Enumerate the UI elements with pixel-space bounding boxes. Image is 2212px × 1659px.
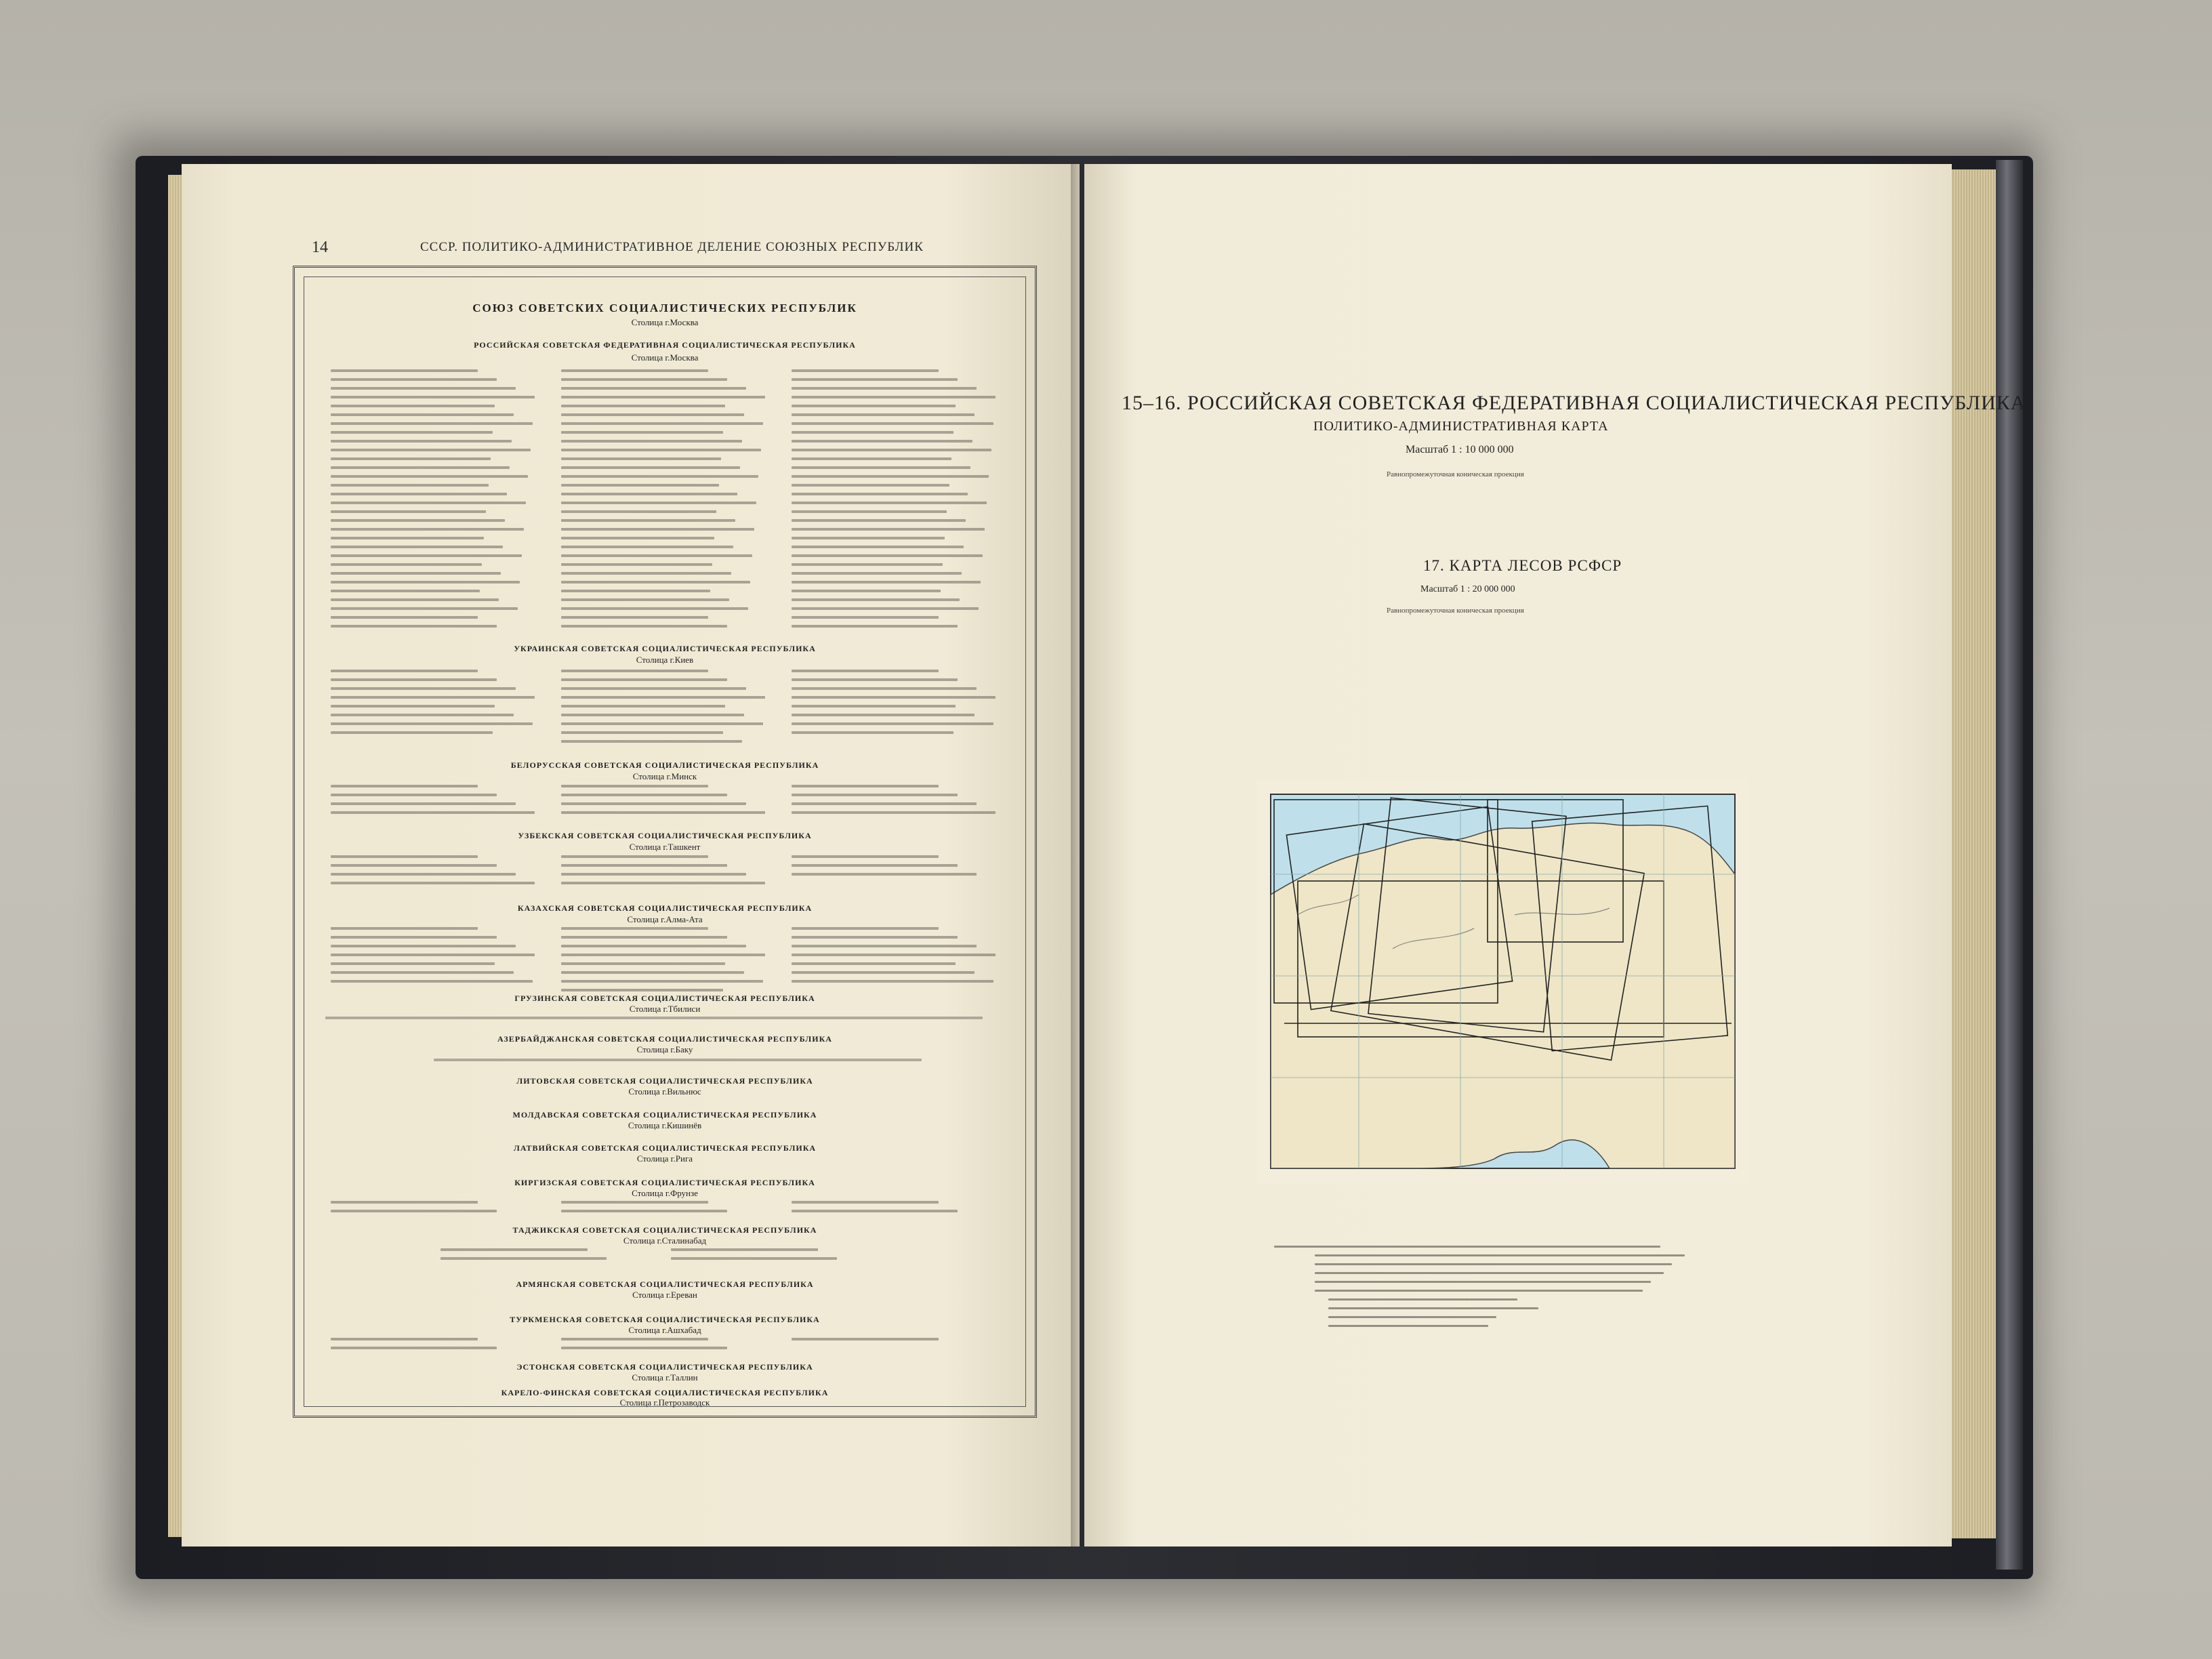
region-list-line: [792, 873, 977, 876]
region-list-line: [561, 785, 708, 787]
region-list-line: [561, 378, 727, 381]
region-list-line: [331, 466, 510, 469]
region-list-line: [792, 457, 951, 460]
region-list-line: [792, 722, 994, 725]
region-list-line: [792, 431, 954, 434]
region-list-line: [331, 431, 493, 434]
republic-capital: Столица г.Ереван: [632, 1290, 697, 1300]
region-list-line: [792, 554, 983, 557]
region-list-line: [792, 696, 996, 699]
republic-heading: ТАДЖИКСКАЯ СОВЕТСКАЯ СОЦИАЛИСТИЧЕСКАЯ РЕСПУБЛИКА: [512, 1225, 817, 1235]
region-list-line: [792, 449, 991, 451]
region-list-line: [792, 980, 994, 983]
region-list-line: [792, 971, 975, 974]
region-list-line: [331, 369, 478, 372]
region-list-line: [561, 936, 727, 939]
region-list-line: [331, 607, 518, 610]
region-list-line: [331, 811, 535, 814]
region-list-line: [331, 537, 484, 539]
region-list-line: [331, 625, 497, 628]
region-list-line: [561, 873, 746, 876]
region-list-line: [792, 475, 989, 478]
region-list-line: [561, 457, 721, 460]
region-list-line: [561, 484, 719, 487]
region-list-line: [561, 927, 708, 930]
republic-capital: Столица г.Москва: [631, 352, 699, 363]
region-list-line: [561, 519, 735, 522]
region-list-line: [561, 705, 725, 708]
region-list-line: [792, 387, 977, 390]
region-list-line: [331, 396, 535, 398]
region-list-line: [331, 802, 516, 805]
region-list-azerbaijan: [434, 1059, 922, 1067]
region-list-line: [331, 1210, 497, 1212]
republic-heading: ТУРКМЕНСКАЯ СОВЕТСКАЯ СОЦИАЛИСТИЧЕСКАЯ РЕСПУБЛИКА: [510, 1315, 820, 1324]
region-list-line: [561, 882, 765, 884]
region-list-line: [792, 705, 956, 708]
region-list-line: [561, 413, 744, 416]
region-list-kirghiz: [331, 1201, 1002, 1218]
region-list-line: [792, 687, 977, 690]
region-list-line: [331, 590, 480, 592]
region-list-line: [671, 1248, 818, 1251]
region-list-line: [331, 1347, 497, 1349]
cover-edge: [1996, 160, 2023, 1570]
region-list-line: [561, 369, 708, 372]
region-list-line: [561, 466, 740, 469]
region-list-line: [561, 722, 763, 725]
region-list-line: [792, 510, 947, 513]
region-list-line: [561, 449, 761, 451]
republic-heading: КИРГИЗСКАЯ СОВЕТСКАЯ СОЦИАЛИСТИЧЕСКАЯ РЕСПУБЛИКА: [514, 1178, 815, 1187]
republic-heading: АЗЕРБАЙДЖАНСКАЯ СОВЕТСКАЯ СОЦИАЛИСТИЧЕСКАЯ РЕСПУБЛИКА: [497, 1034, 832, 1044]
map-notes: [1274, 1246, 1694, 1334]
region-list-line: [792, 405, 956, 407]
region-list-line: [561, 989, 723, 991]
region-list-line: [561, 687, 746, 690]
region-list-line: [331, 422, 533, 425]
region-list-line: [331, 945, 516, 947]
forest-map-title: 17. КАРТА ЛЕСОВ РСФСР: [1423, 557, 1622, 574]
republic-capital: Столица г.Баку: [636, 1044, 693, 1054]
region-list-line: [331, 714, 514, 716]
region-list-line: [331, 378, 497, 381]
map-landmass: [1271, 823, 1735, 1168]
region-list-line: [331, 501, 526, 504]
region-list-line: [331, 457, 491, 460]
region-list-line: [331, 882, 535, 884]
region-list-line: [331, 980, 533, 983]
region-list-line: [792, 864, 958, 867]
region-list-line: [671, 1257, 837, 1260]
union-title: СОЮЗ СОВЕТСКИХ СОЦИАЛИСТИЧЕСКИХ РЕСПУБЛИК: [472, 302, 857, 314]
region-list-line: [331, 519, 505, 522]
region-list-line: [331, 785, 478, 787]
region-list-line: [792, 962, 956, 965]
republic-heading: УКРАИНСКАЯ СОВЕТСКАЯ СОЦИАЛИСТИЧЕСКАЯ РЕСПУБЛИКА: [514, 644, 816, 653]
region-list-line: [561, 422, 763, 425]
region-list-georgia: [325, 1017, 1010, 1025]
region-list-line: [792, 378, 958, 381]
region-list-line: [331, 563, 482, 566]
republic-heading: ЛИТОВСКАЯ СОВЕТСКАЯ СОЦИАЛИСТИЧЕСКАЯ РЕСПУБЛИКА: [516, 1076, 813, 1086]
region-list-line: [331, 449, 531, 451]
region-list-line: [792, 440, 972, 443]
region-list-line: [792, 945, 977, 947]
region-list-line: [561, 670, 708, 672]
region-list-line: [792, 954, 996, 956]
forest-map-projection: Равнопромежуточная коническая проекция: [1387, 607, 1524, 615]
region-list-line: [331, 493, 507, 495]
region-list-line: [561, 802, 746, 805]
region-list-line: [561, 971, 744, 974]
region-list-line: [561, 572, 731, 575]
region-list-line: [331, 598, 499, 601]
region-list-line: [792, 590, 941, 592]
region-list-line: [331, 855, 478, 858]
map-title: 15–16. РОССИЙСКАЯ СОВЕТСКАЯ ФЕДЕРАТИВНАЯ СОЦИАЛИСТИЧЕСКАЯ РЕСПУБЛИКА: [1122, 392, 2026, 414]
right-page-edges: [1948, 169, 1996, 1538]
region-list-line: [561, 740, 742, 743]
region-list-line: [331, 554, 522, 557]
region-list-line: [561, 501, 756, 504]
region-list-rsfsr: [331, 369, 1002, 634]
region-list-line: [331, 616, 478, 619]
region-list-line: [331, 510, 486, 513]
region-list-line: [792, 563, 943, 566]
map-projection: Равнопромежуточная коническая проекция: [1387, 470, 1524, 478]
region-list-line: [792, 678, 958, 681]
region-list-line: [331, 705, 495, 708]
region-list-line: [561, 387, 746, 390]
region-list-line: [792, 466, 970, 469]
region-list-line: [792, 802, 977, 805]
republic-capital: Столица г.Алма-Ата: [627, 914, 703, 924]
region-list-line: [331, 1201, 478, 1204]
region-list-line: [792, 572, 962, 575]
region-list-line: [331, 387, 516, 390]
republic-heading: БЕЛОРУССКАЯ СОВЕТСКАЯ СОЦИАЛИСТИЧЕСКАЯ РЕСПУБЛИКА: [510, 760, 819, 770]
region-list-line: [331, 670, 478, 672]
region-list-line: [331, 475, 528, 478]
region-list-line: [561, 616, 708, 619]
region-list-line: [792, 811, 996, 814]
republic-heading: ЛАТВИЙСКАЯ СОВЕТСКАЯ СОЦИАЛИСТИЧЕСКАЯ РЕСПУБЛИКА: [513, 1143, 817, 1153]
region-list-line: [792, 369, 939, 372]
region-list-line: [792, 714, 975, 716]
region-list-line: [561, 528, 754, 531]
region-list-line: [792, 598, 960, 601]
region-list-line: [561, 475, 758, 478]
region-list-line: [331, 581, 520, 583]
region-list-line: [561, 945, 746, 947]
region-list-line: [331, 528, 524, 531]
region-list-kazakh: [331, 927, 1002, 998]
republic-capital: Столица г.Минск: [632, 771, 697, 781]
republic-capital: Столица г.Фрунзе: [632, 1188, 698, 1198]
republic-capital: Столица г.Ташкент: [629, 842, 701, 852]
region-list-line: [561, 864, 727, 867]
region-list-line: [331, 696, 535, 699]
map-subtitle: ПОЛИТИКО-АДМИНИСТРАТИВНАЯ КАРТА: [1313, 419, 1609, 434]
region-list-line: [331, 794, 497, 796]
region-list-line: [561, 1201, 708, 1204]
republic-capital: Столица г.Тбилиси: [629, 1004, 701, 1014]
region-list-line: [792, 1201, 939, 1204]
region-list-line: [561, 431, 723, 434]
republic-capital: Столица г.Петрозаводск: [619, 1397, 710, 1408]
region-list-line: [561, 440, 742, 443]
region-list-line: [792, 731, 954, 734]
region-list-line: [792, 422, 994, 425]
region-list-line: [561, 396, 765, 398]
region-list-line: [792, 581, 981, 583]
region-list-line: [331, 936, 497, 939]
forest-map-scale: Масштаб 1 : 20 000 000: [1420, 584, 1515, 594]
region-list-line: [331, 572, 501, 575]
region-list-line: [561, 493, 737, 495]
region-list-line: [792, 501, 987, 504]
republic-heading: УЗБЕКСКАЯ СОВЕТСКАЯ СОЦИАЛИСТИЧЕСКАЯ РЕСПУБЛИКА: [518, 831, 812, 840]
region-list-line: [561, 855, 708, 858]
left-page-header: [312, 239, 1050, 262]
region-list-line: [331, 678, 497, 681]
region-list-line: [561, 598, 729, 601]
region-list-line: [331, 413, 514, 416]
republic-heading: ГРУЗИНСКАЯ СОВЕТСКАЯ СОЦИАЛИСТИЧЕСКАЯ РЕСПУБЛИКА: [514, 994, 815, 1003]
region-list-line: [792, 785, 939, 787]
republic-capital: Столица г.Рига: [636, 1153, 693, 1164]
region-list-line: [561, 581, 750, 583]
republic-capital: Столица г.Сталинабад: [623, 1235, 707, 1246]
republic-heading: АРМЯНСКАЯ СОВЕТСКАЯ СОЦИАЛИСТИЧЕСКАЯ РЕСПУБЛИКА: [516, 1279, 814, 1289]
region-list-line: [331, 971, 514, 974]
region-list-turkmen: [331, 1338, 1002, 1355]
region-list-line: [331, 546, 503, 548]
region-list-line: [561, 954, 765, 956]
union-capital: Столица г.Москва: [631, 317, 699, 327]
region-list-line: [561, 1210, 727, 1212]
region-list-line: [331, 873, 516, 876]
republic-heading: МОЛДАВСКАЯ СОВЕТСКАЯ СОЦИАЛИСТИЧЕСКАЯ РЕСПУБЛИКА: [512, 1110, 817, 1120]
page-number: 14: [312, 239, 328, 256]
region-list-line: [792, 855, 939, 858]
region-list-line: [331, 405, 495, 407]
region-list-line: [441, 1248, 588, 1251]
region-list-line: [331, 864, 497, 867]
region-list-line: [331, 731, 493, 734]
region-list-line: [561, 563, 712, 566]
region-list-line: [792, 396, 996, 398]
region-list-line: [561, 714, 744, 716]
region-list-line: [561, 546, 733, 548]
region-list-line: [792, 413, 975, 416]
region-list-line: [561, 537, 714, 539]
region-list-line: [331, 722, 533, 725]
region-list-line: [792, 927, 939, 930]
region-list-line: [331, 927, 478, 930]
region-list-line: [792, 546, 964, 548]
region-list-line: [561, 510, 716, 513]
region-list-line: [331, 962, 495, 965]
region-list-line: [331, 687, 516, 690]
region-list-line: [561, 590, 710, 592]
region-list-line: [792, 537, 945, 539]
region-list-line: [792, 670, 939, 672]
region-list-line: [792, 607, 979, 610]
republic-capital: Столица г.Кишинёв: [628, 1120, 702, 1130]
region-list-uzbek: [331, 855, 1002, 890]
region-list-line: [561, 696, 765, 699]
region-list-line: [561, 554, 752, 557]
republic-capital: Столица г.Таллин: [632, 1372, 698, 1382]
running-head: СССР. ПОЛИТИКО-АДМИНИСТРАТИВНОЕ ДЕЛЕНИЕ СОЮЗНЫХ РЕСПУБЛИК: [420, 240, 924, 254]
region-list-line: [792, 936, 958, 939]
republic-capital: Столица г.Ашхабад: [628, 1325, 701, 1335]
region-list-line: [792, 794, 958, 796]
republic-heading: ЭСТОНСКАЯ СОВЕТСКАЯ СОЦИАЛИСТИЧЕСКАЯ РЕСПУБЛИКА: [516, 1362, 813, 1372]
region-list-line: [792, 625, 958, 628]
region-list-line: [561, 731, 723, 734]
region-list-line: [792, 616, 939, 619]
region-list-line: [331, 440, 512, 443]
region-list-belarus: [331, 785, 1002, 820]
republic-heading: КАЗАХСКАЯ СОВЕТСКАЯ СОЦИАЛИСТИЧЕСКАЯ РЕСПУБЛИКА: [517, 903, 813, 913]
region-list-line: [441, 1257, 607, 1260]
republic-capital: Столица г.Вильнюс: [628, 1086, 701, 1097]
region-list-line: [561, 607, 748, 610]
region-list-line: [792, 1338, 939, 1340]
region-list-line: [792, 1210, 958, 1212]
region-list-line: [331, 1338, 478, 1340]
region-list-line: [792, 493, 968, 495]
region-list-line: [561, 678, 727, 681]
region-list-line: [561, 1338, 708, 1340]
region-list-line: [561, 980, 763, 983]
region-list-line: [561, 794, 727, 796]
region-list-line: [792, 519, 966, 522]
region-list-line: [792, 484, 949, 487]
region-list-line: [331, 484, 489, 487]
republic-heading: РОССИЙСКАЯ СОВЕТСКАЯ ФЕДЕРАТИВНАЯ СОЦИАЛИСТИЧЕСКАЯ РЕСПУБЛИКА: [474, 340, 856, 350]
region-list-line: [561, 1347, 727, 1349]
region-list-line: [561, 962, 725, 965]
republic-capital: Столица г.Киев: [636, 655, 694, 665]
region-list-line: [561, 811, 765, 814]
region-list-line: [331, 954, 535, 956]
republic-heading: КАРЕЛО-ФИНСКАЯ СОВЕТСКАЯ СОЦИАЛИСТИЧЕСКАЯ РЕСПУБЛИКА: [501, 1388, 829, 1397]
region-list-line: [792, 528, 985, 531]
index-map: [1257, 779, 1748, 1185]
region-list-ukraine: [331, 670, 1002, 749]
region-list-line: [561, 405, 725, 407]
region-list-line: [561, 625, 727, 628]
region-list-tajik: [441, 1248, 881, 1266]
map-scale: Масштаб 1 : 10 000 000: [1406, 444, 1514, 455]
